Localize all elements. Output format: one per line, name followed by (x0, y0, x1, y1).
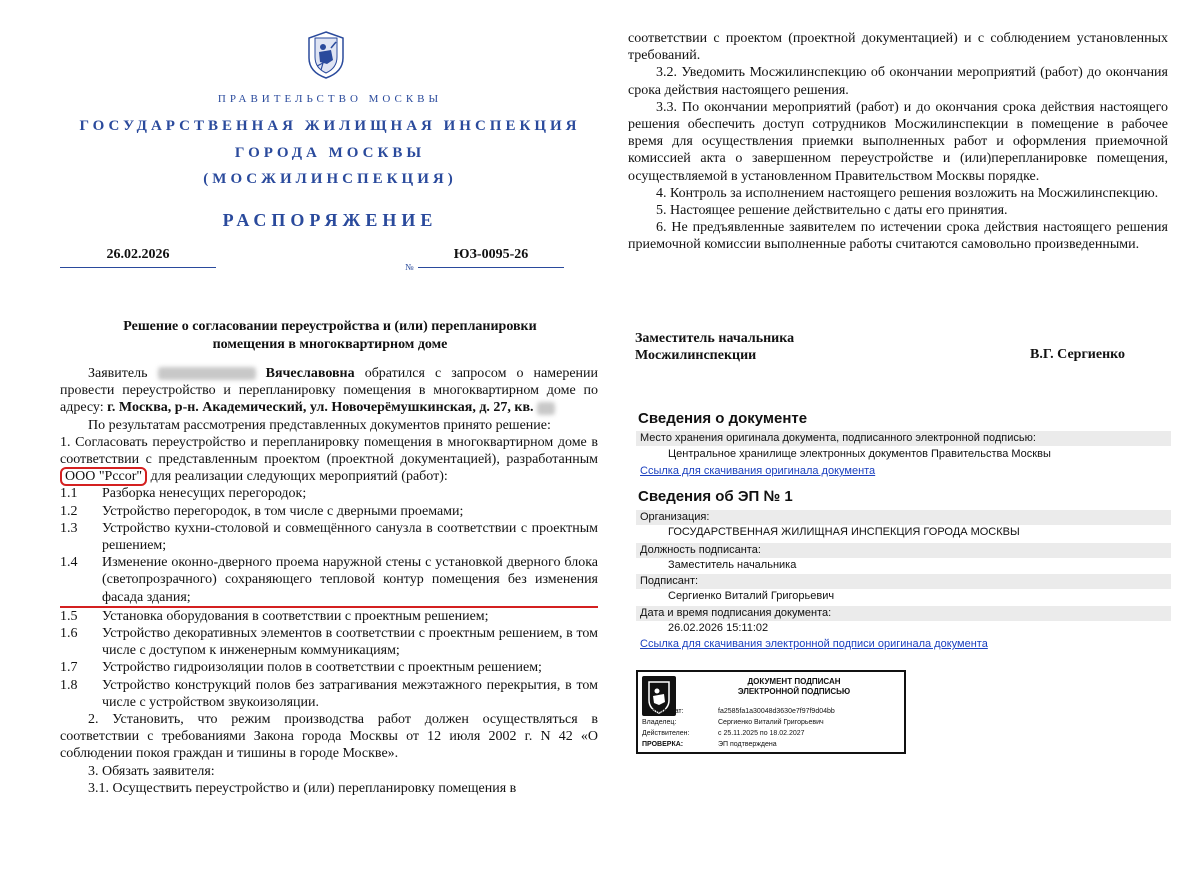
item-number: 1.7 (60, 660, 78, 676)
list-item (60, 503, 598, 520)
paragraph-1 (60, 434, 598, 486)
applicant-paragraph (60, 365, 598, 417)
inspection-title-line1: ГОСУДАРСТВЕННАЯ ЖИЛИЩНАЯ ИНСПЕКЦИЯ (79, 118, 581, 134)
stamp-heading-line2: ЭЛЕКТРОННОЙ ПОДПИСЬЮ (737, 687, 851, 696)
signatory-position (635, 330, 794, 364)
list-item-highlighted (60, 554, 598, 608)
datetime-value: 26.02.2026 15:11:02 (668, 622, 769, 634)
item-text: Изменение оконно-дверного проема наружной стены с установкой дверного блока (светопрозрачного) сохраняющего тепловой контур помещения без изменения фасада здания; (102, 555, 598, 605)
inspection-title-line2: ГОРОДА МОСКВЫ (234, 145, 426, 161)
position-value: Заместитель начальника (668, 559, 797, 571)
stamp-heading (684, 677, 904, 697)
redacted-name (158, 367, 256, 380)
item-text: Установка оборудования в соответствии с проектным решением; (102, 608, 489, 624)
ep-info-title: Сведения об ЭП № 1 (638, 488, 793, 505)
document-subject (80, 318, 580, 354)
signatory-position-line2: Мосжилинспекции (635, 348, 757, 363)
item-text: Устройство конструкций полов без затрагивания межэтажного перекрытия, в том числе с устройством звукоизоляции. (102, 677, 598, 710)
list-item (60, 659, 598, 676)
organization-highlight: ООО "Pccor" (60, 467, 147, 486)
signatory-position-line1: Заместитель начальника (635, 331, 795, 346)
item-text: Устройство гидроизоляции полов в соответствии с проектным решением; (102, 660, 542, 676)
signature-stamp (636, 670, 906, 754)
stamp-label: Сертификат: (642, 708, 684, 715)
applicant-patronymic: Вячеславовна (265, 366, 355, 381)
stamp-row-certificate (642, 708, 902, 715)
paragraph-3-3: 3.3. По окончании мероприятий (работ) и до окончания срока действия настоящего решения обеспечить доступ сотрудников Мосжилинспекции в помещение в рабочее время для осуществления приемки выполненных работ и оформления приемочной комиссией акта о завершенном переустройстве и (или)перепланировке помещения, осуществляемой в установленном Правительством Москвы порядке. (628, 99, 1168, 184)
paragraph-6: 6. Не предъявленные заявителем по истечении срока действия настоящего решения приемочной комиссии выполненные работы считаются самовольно произведенными. (628, 220, 1168, 253)
paragraph-3: 3. Обязать заявителя: (88, 763, 215, 779)
organization-label: Организация: (636, 510, 1171, 525)
applicant-prefix: Заявитель (88, 366, 148, 381)
storage-value: Центральное хранилище электронных документов Правительства Москвы (668, 448, 1051, 460)
address-prefix: адресу: (60, 400, 104, 416)
list-item (60, 625, 598, 659)
item-text: Устройство кухни-столовой и совмещённого санузла в соответствии с проектным решением; (102, 520, 598, 554)
storage-label: Место хранения оригинала документа, подписанного электронной подписью: (636, 431, 1171, 446)
item-number: 1.4 (60, 555, 78, 571)
organization-value: ГОСУДАРСТВЕННАЯ ЖИЛИЩНАЯ ИНСПЕКЦИЯ ГОРОДА МОСКВЫ (668, 526, 1020, 538)
download-original-link[interactable]: Ссылка для скачивания оригинала документа (640, 465, 876, 477)
item-number: 1.6 (60, 626, 78, 642)
paragraph-3-2: 3.2. Уведомить Мосжилинспекцию об окончании мероприятий (работ) до окончания срока действия настоящего решения. (628, 65, 1168, 98)
signer-label: Подписант: (636, 574, 1171, 589)
right-page-body (628, 30, 1168, 254)
subject-line1: Решение о согласовании переустройства и (или) перепланировки (123, 319, 537, 334)
signatory-name: В.Г. Сергиенко (1030, 347, 1126, 362)
list-item (60, 520, 598, 554)
item-number: 1.3 (60, 520, 78, 536)
stamp-row-validity (642, 730, 902, 737)
redacted-apartment (537, 402, 555, 415)
download-signature-link[interactable]: Ссылка для скачивания электронной подписи оригинала документа (640, 638, 988, 650)
item-number: 1.5 (60, 608, 78, 624)
order-number: ЮЗ-0095-26 (418, 247, 564, 268)
moscow-coat-of-arms-icon (305, 30, 347, 80)
number-sign: № (405, 262, 414, 272)
paragraph-2: 2. Установить, что режим производства работ должен осуществляться в соответствии с требованиями Закона города Москвы от 12 июля 2002 г. N 42 «О соблюдении покоя граждан и тишины в городе Москве». (60, 712, 598, 762)
datetime-label: Дата и время подписания документа: (636, 606, 1171, 621)
item-text: Разборка ненесущих перегородок; (102, 486, 307, 502)
subject-line2: помещения в многоквартирном доме (212, 337, 448, 352)
stamp-label: Действителен: (642, 730, 690, 737)
list-item (60, 485, 598, 502)
stamp-value: с 25.11.2025 по 18.02.2027 (718, 730, 805, 737)
inspection-title-line3: (МОСЖИЛИНСПЕКЦИЯ) (203, 171, 457, 187)
position-label: Должность подписанта: (636, 543, 1171, 558)
stamp-heading-line1: ДОКУМЕНТ ПОДПИСАН (747, 677, 841, 686)
left-page-body (60, 365, 598, 797)
address: г. Москва, р-н. Академический, ул. Новочерёмушкинская, д. 27, кв. (107, 400, 534, 416)
signer-value: Сергиенко Виталий Григорьевич (668, 590, 835, 602)
item-number: 1.1 (60, 486, 78, 502)
item-text: Устройство декоративных элементов в соответствии с проектным решением, в том числе с доступом к инженерным коммуникациям; (102, 626, 598, 659)
paragraph-3-1: 3.1. Осуществить переустройство и (или) перепланировку помещения в (88, 780, 517, 796)
stamp-value: ЭП подтверждена (718, 741, 777, 748)
order-date: 26.02.2026 (60, 247, 216, 268)
applicant-text: обратился с запросом о намерении провести переустройство и перепланировку помещения в многоквартирном доме по (60, 366, 599, 399)
paragraph-1-start: 1. Согласовать переустройство и перепланировку помещения в многоквартирном доме в соответствии с представленным проектом (проектной документацией), разработанным (60, 434, 598, 468)
paragraph-4: 4. Контроль за исполнением настоящего решения возложить на Мосжилинспекцию. (656, 185, 1159, 201)
government-title: ПРАВИТЕЛЬСТВО МОСКВЫ (217, 93, 443, 105)
stamp-value: Сергиенко Виталий Григорьевич (718, 719, 824, 726)
paragraph-3-1-continued: соответствии с проектом (проектной документацией) и с соблюдением установленных требований. (628, 31, 1168, 64)
item-text: Устройство перегородок, в том числе с дверными проемами; (102, 503, 464, 519)
stamp-label: Владелец: (642, 719, 677, 726)
document-type: РАСПОРЯЖЕНИЕ (222, 210, 438, 230)
stamp-row-owner (642, 719, 902, 726)
list-item (60, 608, 598, 625)
list-item (60, 677, 598, 711)
paragraph-5: 5. Настоящее решение действительно с даты его принятия. (656, 203, 1008, 219)
stamp-label: ПРОВЕРКА: (642, 741, 684, 748)
item-number: 1.8 (60, 677, 78, 693)
results-paragraph: По результатам рассмотрения представленных документов принято решение: (88, 417, 551, 433)
stamp-value: fa2585fa1a30048d3630e7f97f9d04bb (718, 708, 835, 715)
stamp-row-check (642, 741, 902, 748)
item-number: 1.2 (60, 503, 78, 519)
paragraph-1-end: для реализации следующих мероприятий (работ): (150, 469, 448, 485)
document-info-title: Сведения о документе (638, 410, 808, 427)
